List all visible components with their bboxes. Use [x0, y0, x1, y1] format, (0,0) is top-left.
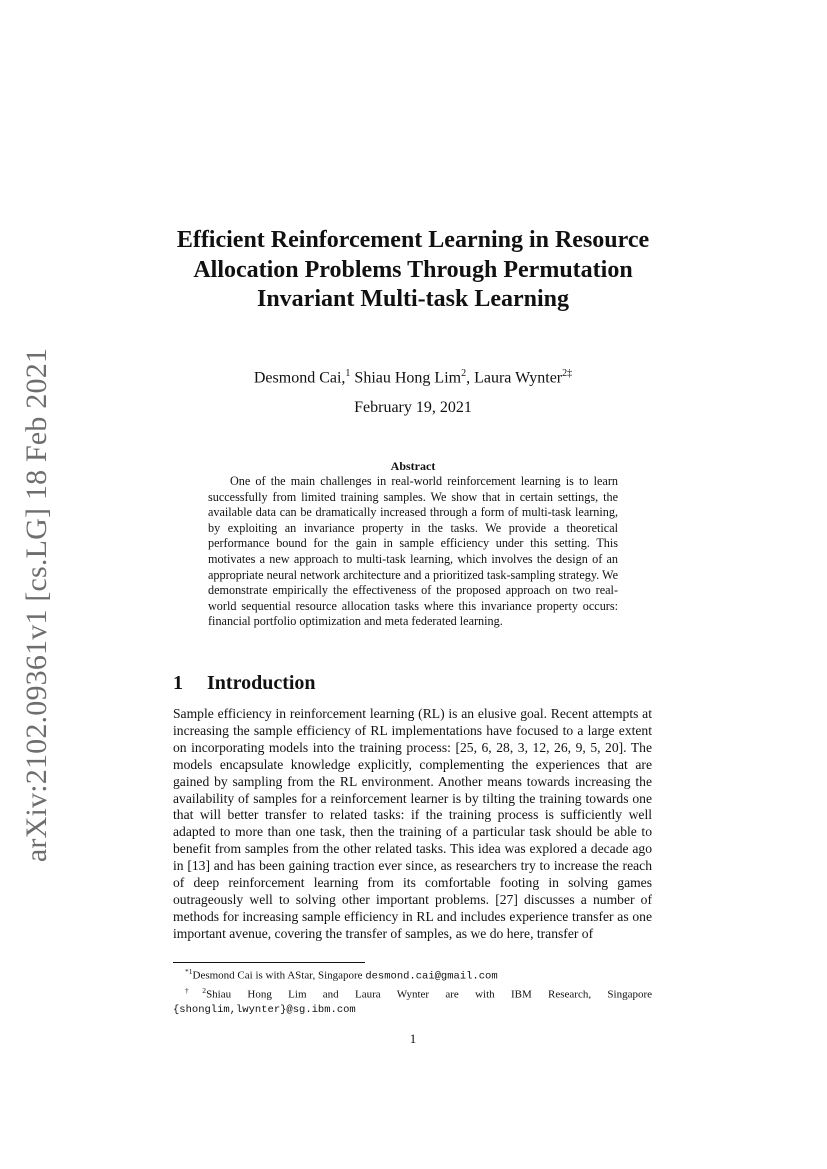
paper-title: Efficient Reinforcement Learning in Resource Allocation Problems Through Permutation Invariant Multi-task Learning: [176, 227, 650, 312]
arxiv-identifier: arXiv:2102.09361v1 [cs.LG] 18 Feb 2021: [20, 347, 54, 863]
footnote-1-email: desmond.cai@gmail.com: [365, 970, 498, 983]
introduction-text: Sample efficiency in reinforcement learning (RL) is an elusive goal. Recent attempts at increasing the sample efficiency of RL implementations have focused to a large extent on incorporating models into the training process: [25, 6, 28, 3, 12, 26, 9, 5, 20]. The models encapsulate knowledge explicitly, complementing the experiences that are gained by sampling from the RL environment. Another means towards increasing the availability of samples for a reinforcement learner is by tilting the training towards one that will better transfer to related tasks: if the training process is sufficiently well adapted to more than one task, then the training of a particular task should be able to benefit from samples from the other related tasks. This idea was explored a decade ago in [13] and has been gaining traction ever since, as researchers try to increase the reach of deep reinforcement learning from its comfortable footing in solving games outrageously well to solving other important problems. [27] discusses a number of methods for increasing sample efficiency in RL and includes experience transfer as one important avenue, covering the transfer of samples, as we do here, transfer of: [173, 706, 652, 941]
footnote-2-text: Shiau Hong Lim and Laura Wynter are with IBM Research, Singapore: [206, 988, 652, 1001]
footnote-1-text: Desmond Cai is with AStar, Singapore: [192, 969, 366, 982]
author-2: Shiau Hong Lim: [350, 369, 462, 387]
abstract-text: One of the main challenges in real-world reinforcement learning is to learn successfully from limited training samples. We show that in certain settings, the available data can be dramatically increased through a form of multi-task learning, by exploiting an invariance property in the tasks. We provide a theoretical performance bound for the gain in sample efficiency under this setting. This motivates a new approach to multi-task learning, which involves the design of an appropriate neural network architecture and a prioritized task-sampling strategy. We demonstrate empirically the effectiveness of the proposed approach on two real-world sequential resource allocation tasks where this invariance property occurs: financial portfolio optimization and meta federated learning.: [208, 474, 618, 629]
author-list: [160, 364, 666, 388]
page-number: 1: [409, 1031, 417, 1046]
footnote-2: [173, 984, 652, 1017]
footnotes: [173, 965, 652, 1017]
paper-date: February 19, 2021: [354, 399, 472, 416]
author-1: Desmond Cai,: [253, 369, 346, 387]
footnote-2-email: {shonglim,lwynter}@sg.ibm.com: [173, 1003, 356, 1016]
author-1-mark: 1: [345, 368, 351, 379]
section-title: Introduction: [207, 672, 316, 694]
footnote-rule: [173, 962, 365, 963]
author-3-mark: 2‡: [562, 368, 573, 379]
arxiv-identifier-sidebar: [20, 347, 54, 863]
abstract-heading: Abstract: [390, 459, 436, 473]
section-heading: [173, 670, 316, 696]
footnote-2-mark: †2: [185, 986, 207, 996]
section-number: 1: [173, 672, 183, 694]
footnote-1-mark: *1: [185, 967, 193, 976]
author-2-mark: 2: [461, 368, 467, 379]
footnote-1: [173, 965, 652, 984]
author-3: , Laura Wynter: [466, 369, 563, 387]
